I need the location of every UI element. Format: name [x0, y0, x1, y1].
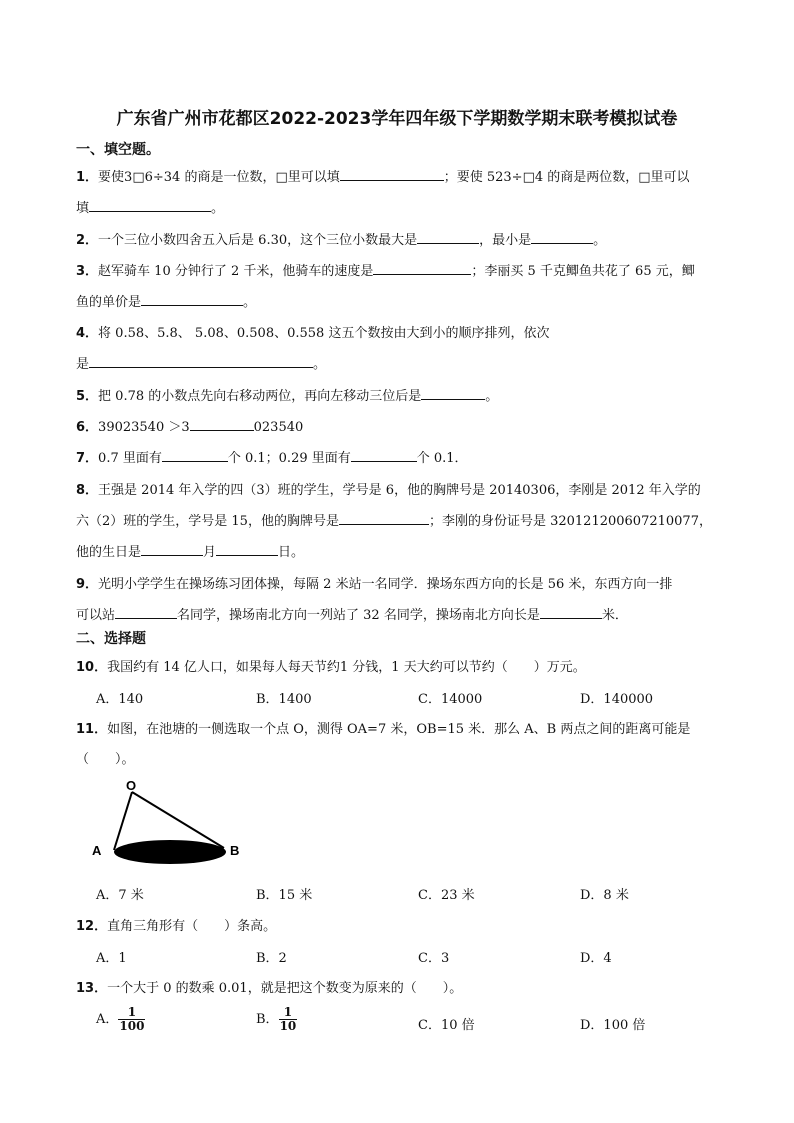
q8-blank-month[interactable] — [141, 543, 203, 556]
fraction-one-tenth: $\frac{1}{10}$ — [279, 1005, 297, 1033]
section-choice: 二、选择题 — [76, 631, 146, 647]
point-b-label: B — [230, 843, 240, 858]
q8-blank-day[interactable] — [216, 543, 278, 556]
question-11-line-2: （ ）。 — [76, 752, 135, 767]
q11-option-c[interactable]: C．23 米 — [418, 888, 475, 903]
q3-blank-2[interactable] — [141, 293, 243, 306]
page-title: 广东省广州市花都区2022-2023学年四年级下学期数学期末联考模拟试卷 — [116, 109, 678, 129]
question-1-line-2: 填 。 — [76, 201, 225, 216]
question-5: 5．把 0.78 的小数点先向右移动两位，再向左移动三位后是 。 — [76, 389, 499, 404]
question-8-line-3: 他的生日是 月 日。 — [76, 545, 305, 560]
q10-option-a[interactable]: A．140 — [96, 692, 144, 707]
q7-blank-2[interactable] — [351, 449, 417, 462]
q3-blank-1[interactable] — [373, 262, 471, 275]
q7-blank-1[interactable] — [162, 449, 228, 462]
q11-option-b[interactable]: B．15 米 — [256, 888, 313, 903]
line-oa — [114, 792, 132, 850]
question-11-line-1: 11．如图，在池塘的一侧选取一个点 O，测得 OA=7 米，OB=15 米．那么 A、B 两点之间的距离可能是 — [76, 722, 691, 737]
point-o-label: O — [126, 778, 137, 793]
question-9-line-1: 9．光明小学学生在操场练习团体操，每隔 2 米站一名同学．操场东西方向的长是 56 米，东西方向一排 — [76, 577, 673, 592]
q2-blank-2[interactable] — [531, 231, 593, 244]
question-4-line-2: 是 。 — [76, 357, 327, 372]
q9-blank-1[interactable] — [115, 606, 177, 619]
question-1-line-1: 1．要使3□6÷34 的商是一位数，□里可以填 ；要使 523÷□4 的商是两位数，□里可以 — [76, 170, 690, 185]
pond-shape — [114, 840, 226, 864]
q10-option-c[interactable]: C．14000 — [418, 692, 483, 707]
q13-option-a[interactable]: A． $\frac{1}{100}$ — [96, 1005, 145, 1033]
question-9-line-2: 可以站 名同学，操场南北方向一列站了 32 名同学，操场南北方向长是 米． — [76, 608, 628, 623]
question-8-line-1: 8．王强是 2014 年入学的四（3）班的学生，学号是 6，他的胸牌号是 20140306，李刚是 2012 年入学的 — [76, 483, 701, 498]
q6-blank[interactable] — [190, 418, 254, 431]
q12-option-a[interactable]: A．1 — [96, 951, 127, 966]
q12-option-d[interactable]: D．4 — [580, 951, 612, 966]
q13-option-d[interactable]: D．100 倍 — [580, 1018, 646, 1033]
q12-option-b[interactable]: B．2 — [256, 951, 287, 966]
q11-option-d[interactable]: D．8 米 — [580, 888, 629, 903]
question-2: 2．一个三位小数四舍五入后是 6.30，这个三位小数最大是 ，最小是 。 — [76, 233, 607, 248]
q12-option-c[interactable]: C．3 — [418, 951, 450, 966]
question-3-line-1: 3．赵军骑车 10 分钟行了 2 千米，他骑车的速度是 ；李丽买 5 千克鲫鱼共花了 65 元，鲫 — [76, 264, 695, 279]
q10-option-d[interactable]: D．140000 — [580, 692, 654, 707]
q5-blank[interactable] — [421, 387, 485, 400]
point-a-label: A — [92, 843, 102, 858]
q11-option-a[interactable]: A．7 米 — [96, 888, 144, 903]
question-6: 6．39023540 ＞3 023540 — [76, 420, 304, 435]
q4-blank[interactable] — [89, 355, 313, 368]
q1-blank-1[interactable] — [340, 168, 444, 181]
pond-diagram — [88, 776, 248, 872]
q10-option-b[interactable]: B．1400 — [256, 692, 312, 707]
question-8-line-2: 六（2）班的学生，学号是 15，他的胸牌号是 ；李刚的身份证号是 320121200607210077， — [76, 514, 712, 529]
q13-option-c[interactable]: C．10 倍 — [418, 1018, 475, 1033]
question-12: 12．直角三角形有（ ）条高。 — [76, 919, 277, 934]
question-4-line-1: 4．将 0.58、5.8、 5.08、0.508、0.558 这五个数按由大到小的顺序排列，依次 — [76, 326, 550, 341]
question-10: 10．我国约有 14 亿人口，如果每人每天节约1 分钱，1 天大约可以节约（ ）万元。 — [76, 660, 586, 675]
q13-option-b[interactable]: B． $\frac{1}{10}$ — [256, 1005, 297, 1033]
fraction-one-hundredth: $\frac{1}{100}$ — [119, 1005, 145, 1033]
section-fill-blank: 一、填空题。 — [76, 142, 160, 158]
line-ob — [132, 792, 224, 848]
question-13-options — [96, 1006, 736, 1040]
q1-blank-2[interactable] — [89, 199, 211, 212]
question-7: 7．0.7 里面有 个 0.1；0.29 里面有 个 0.1． — [76, 451, 468, 466]
q8-blank-1[interactable] — [339, 512, 429, 525]
q9-blank-2[interactable] — [540, 606, 602, 619]
question-13: 13．一个大于 0 的数乘 0.01，就是把这个数变为原来的（ ）。 — [76, 981, 463, 996]
q2-blank-1[interactable] — [417, 231, 479, 244]
question-3-line-2: 鱼的单价是 。 — [76, 295, 257, 310]
